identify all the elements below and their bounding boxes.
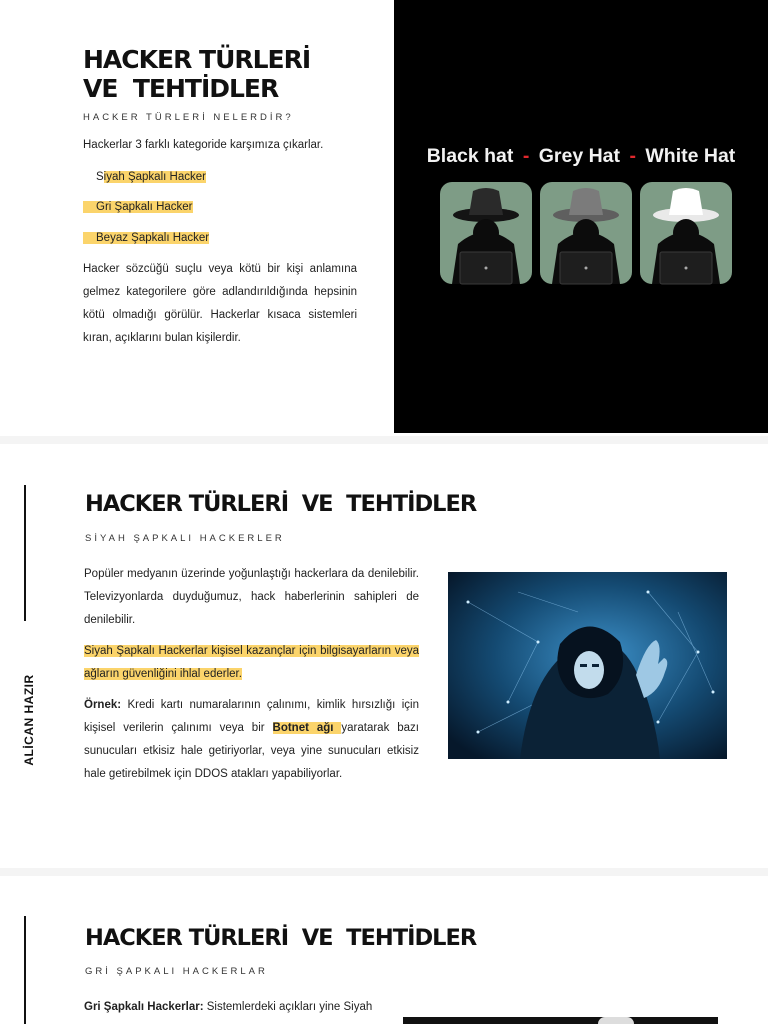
banner-separator: - [629,145,636,167]
hat-types-image [394,0,768,433]
slide2-title: HACKER TÜRLERİ VE TEHTİDLER [85,491,477,517]
black-hat-hacker-icon [440,182,532,284]
grey-hat-image [403,1017,718,1024]
hacker-type-item [83,227,209,250]
example-text: Kredi kartı numaralarının çalınımı, kimlik hırsızlığı için kişisel verilerin çalınımı veya bir [84,699,419,734]
slide3-subtitle: GRİ ŞAPKALI HACKERLAR [85,966,268,977]
slide3-paragraph [84,996,419,1019]
slide2-paragraph-1: Popüler medyanın üzerinde yoğunlaştığı hackerlara da denilebilir. Televizyonlarda duyduğumuz, hack haberlerinin sahipleri de denilebilir. [84,568,419,626]
slide1-body: Hacker sözcüğü suçlu veya kötü bir kişi anlamına gelmez kategorilere göre adlandırıldığında hepsinin kötü olmadığı görülür. Hackerlar kısaca sistemleri kıran, açıklarını bulan kişilerdir. [83,263,357,344]
page-divider [0,436,768,444]
hacker-type-label: Beyaz Şapkalı Hacker [83,232,209,244]
side-rule [24,485,26,621]
hacker-type-item [83,196,193,219]
slide2-subtitle: SİYAH ŞAPKALI HACKERLER [85,533,285,544]
slide1-title-line1: HACKER TÜRLERİ [83,45,311,74]
slide1-subtitle: HACKER TÜRLERİ NELERDİR? [83,112,294,123]
banner-grey-hat: Grey Hat [538,145,621,167]
slide3-title: HACKER TÜRLERİ VE TEHTİDLER [85,925,477,951]
banner-black-hat: Black hat [426,145,514,167]
hat-types-illustration [394,0,768,433]
grey-hat-text: Sistemlerdeki açıkları yine Siyah [203,1001,373,1013]
botnet-highlight: Botnet ağı [272,722,342,734]
hacker-type-prefix: S [96,171,104,183]
slide1-title-line2: VE TEHTİDLER [83,74,279,103]
hooded-hacker-image [448,572,727,759]
author-name: ALİCAN HAZIR [22,674,36,766]
example-label: Örnek: [84,699,122,711]
slide1-intro: Hackerlar 3 farklı kategoride karşımıza çıkarlar. [83,139,324,151]
grey-hat-hacker-icon [540,182,632,284]
hooded-hacker-illustration [448,572,727,759]
hacker-type-item [83,166,206,189]
banner-separator: - [522,145,530,167]
svg-text:Black hat - Gr [427,145,736,167]
slide2-example [84,694,419,786]
banner-white-hat: White Hat [645,145,736,167]
side-rule [24,916,26,1024]
hacker-type-label: iyah Şapkalı Hacker [103,171,206,183]
white-hat-hacker-icon [640,182,732,284]
grey-hat-label: Gri Şapkalı Hackerlar: [84,1001,204,1013]
slide2-highlighted-statement: Siyah Şapkalı Hackerlar kişisel kazançlar için bilgisayarların veya ağların güvenliğini ihlal ederler. [84,645,419,680]
hacker-type-label: Gri Şapkalı Hacker [83,201,193,213]
image-highlight [598,1017,634,1024]
example-text-continued: yaratarak bazı sunucuları etkisiz hale getiriyorlar, veya yine sunucuları etkisiz hale getirebilmek için DDOS atakları yapabiliyorlar. [84,722,419,780]
slide2-paragraph-2 [84,640,419,686]
slide1-title [83,45,383,103]
page-divider [0,868,768,876]
